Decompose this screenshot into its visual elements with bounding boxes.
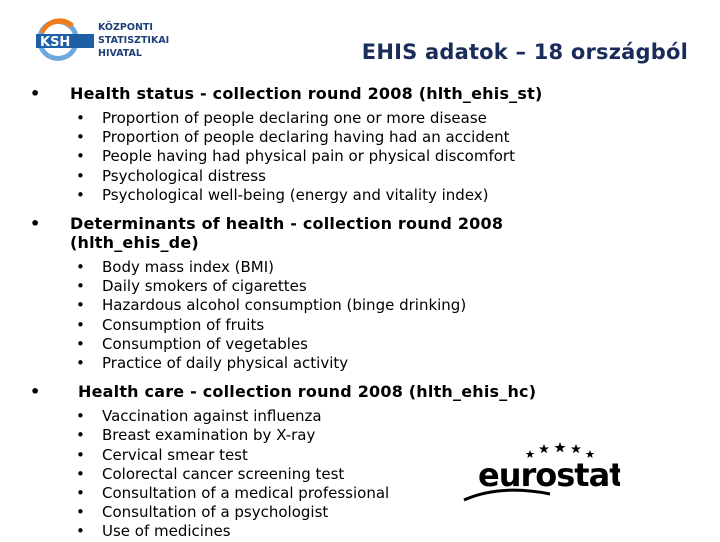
ksh-line-2: STATISZTIKAI <box>98 35 170 46</box>
ksh-logo <box>34 14 174 66</box>
slide-title: EHIS adatok – 18 országból <box>361 40 688 64</box>
list-item: • Use of medicines <box>30 522 700 541</box>
list-item: • Psychological well-being (energy and vitality index) <box>30 186 700 205</box>
list-item: • Practice of daily physical activity <box>30 354 700 373</box>
list-item: • Consultation of a psychologist <box>30 503 700 522</box>
list-item: • Cervical smear test <box>30 446 700 465</box>
item-list <box>30 258 700 373</box>
section-determinants <box>30 214 700 373</box>
section-heading-line-1: Determinants of health - collection round 2008 <box>70 214 504 234</box>
eurostat-logo <box>460 438 620 510</box>
ksh-initials: KSH <box>40 35 71 50</box>
section-heading: Health care - collection round 2008 (hlth_ehis_hc) <box>78 382 537 402</box>
eurostat-swoosh <box>464 490 550 500</box>
ksh-line-1: KÖZPONTI <box>98 22 153 33</box>
eurostat-logo-graphic <box>460 438 620 510</box>
list-item: • Body mass index (BMI) <box>30 258 700 277</box>
section-bullet: • <box>30 214 41 234</box>
list-item: • Colorectal cancer screening test <box>30 465 700 484</box>
eurostat-wordmark: eurostat <box>478 456 620 494</box>
section-bullet: • <box>30 84 41 103</box>
list-item: • Consultation of a medical professional <box>30 484 700 503</box>
list-item: • Breast examination by X-ray <box>30 426 700 445</box>
list-item: • Consumption of vegetables <box>30 335 700 354</box>
item-list <box>30 109 700 205</box>
list-item: • Consumption of fruits <box>30 316 700 335</box>
list-item: • Vaccination against influenza <box>30 407 700 426</box>
ksh-line-3: HIVATAL <box>98 48 142 59</box>
list-item: • Proportion of people declaring having had an accident <box>30 128 700 147</box>
list-item: • Proportion of people declaring one or more disease <box>30 109 700 128</box>
list-item: • People having had physical pain or physical discomfort <box>30 147 700 166</box>
list-item: • Daily smokers of cigarettes <box>30 277 700 296</box>
section-bullet: • <box>30 382 41 402</box>
section-health-status <box>30 84 700 205</box>
section-heading-line-2: (hlth_ehis_de) <box>70 233 199 253</box>
section-heading: Health status - collection round 2008 (hlth_ehis_st) <box>70 84 543 103</box>
list-item: • Hazardous alcohol consumption (binge drinking) <box>30 296 700 315</box>
ksh-logo-graphic <box>34 14 174 66</box>
list-item: • Psychological distress <box>30 167 700 186</box>
section-heading <box>70 214 700 252</box>
